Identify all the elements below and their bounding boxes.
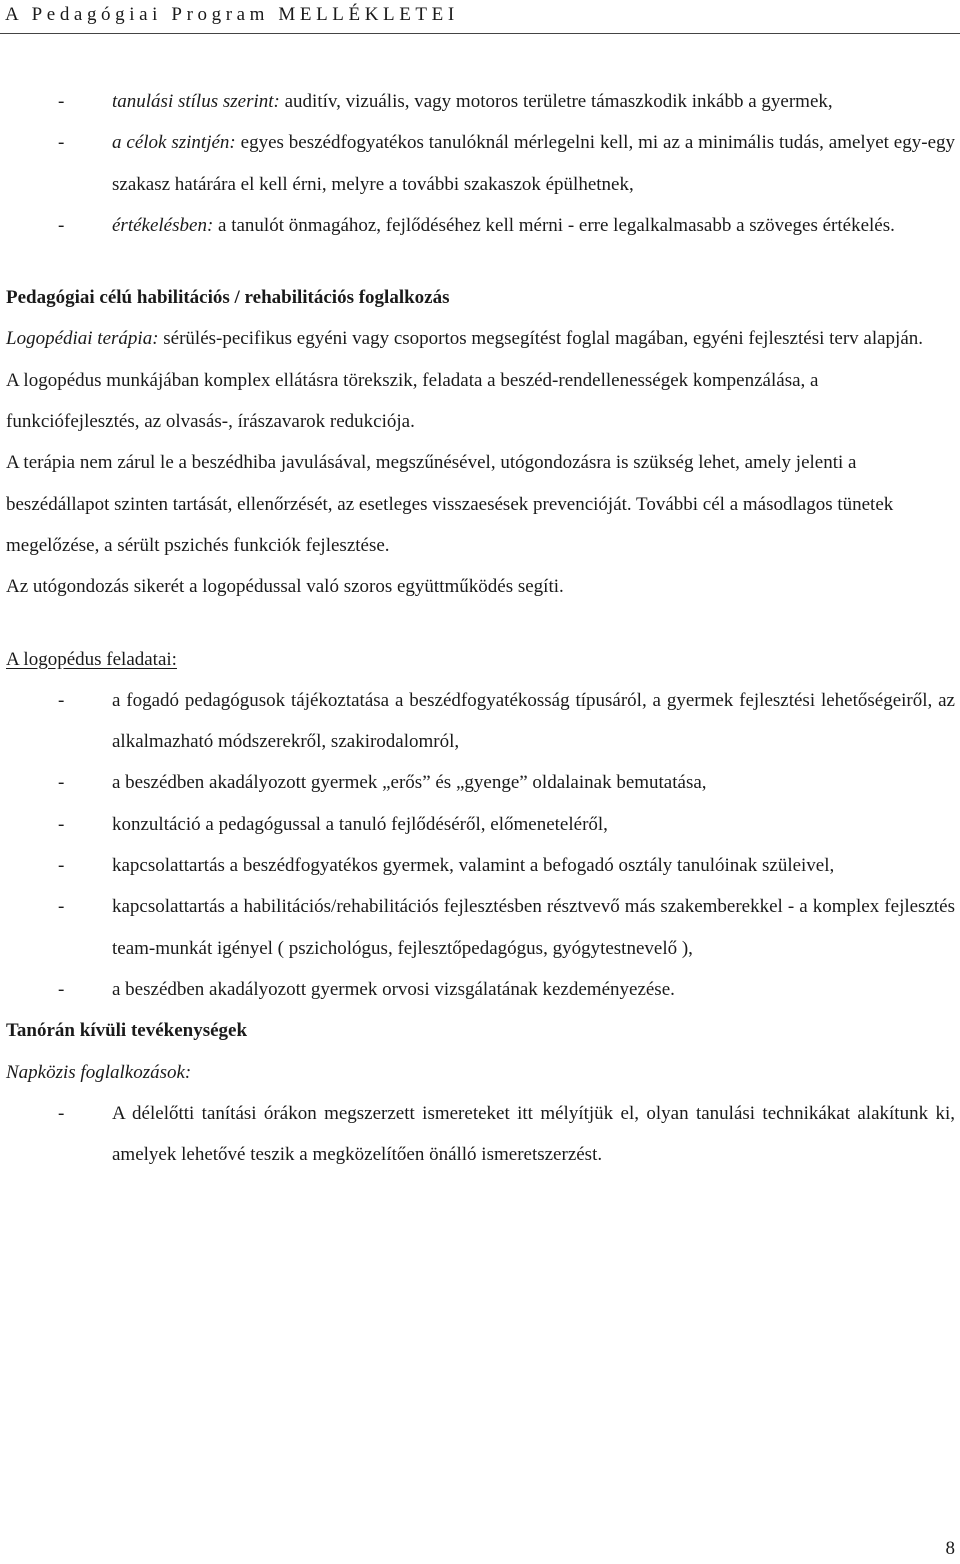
task-item [6, 845, 955, 886]
list-item-term: a célok szintjén: [112, 132, 236, 154]
task-item-text: a beszédben akadályozott gyermek orvosi vizsgálatának kezdeményezése. [112, 978, 675, 1000]
page-content [6, 81, 955, 1175]
list-item-evaluation [6, 205, 955, 246]
list-dash: - [58, 813, 65, 835]
list-item-term: tanulási stílus szerint: [112, 91, 280, 112]
section-heading-habilitation: Pedagógiai célú habilitációs / rehabilitációs foglalkozás [6, 287, 450, 309]
list-dash: - [58, 689, 65, 711]
list-dash: - [58, 772, 65, 794]
paragraph-logopedist-work: A logopédus munkájában komplex ellátásra törekszik, feladata a beszéd-rendellenességek kompenzálása, a funkciófejlesztés, az olvasás-, írászavarok redukciója. [6, 369, 819, 433]
list-dash: - [58, 91, 65, 112]
paragraph-aftercare-success: Az utógondozás sikerét a logopédussal való szoros együttműködés segíti. [6, 576, 564, 598]
task-item [6, 680, 955, 763]
header-divider [0, 33, 960, 34]
daycare-item-text: A délelőtti tanítási órákon megszerzett ismereteket itt mélyítjük el, olyan tanulási technikákat alakítunk ki, amelyek lehetővé teszik a megközelítően önálló ismeretszerzést. [112, 1102, 955, 1166]
section-heading-extracurricular: Tanórán kívüli tevékenységek [6, 1020, 248, 1042]
therapy-paragraph [6, 318, 955, 359]
paragraph-aftercare: A terápia nem zárul le a beszédhiba javulásával, megszűnésével, utógondozásra is szükség lehet, amely jelenti a beszédállapot szinten tartását, ellenőrzését, az esetleges visszaesések prevencióját. További cél a másodlagos tünetek megelőzése, a sérült pszichés funkciók fejlesztése. [6, 452, 894, 556]
list-item-text: egyes beszédfogyatékos tanulóknál mérlegelni kell, mi az a minimális tudás, amelyet egy-egy szakasz határára el kell érni, melyre a további szakaszok épülhetnek, [112, 132, 955, 195]
list-item-text: a tanulót önmagához, fejlődéséhez kell mérni - erre legalkalmasabb a szöveges értékelés. [213, 214, 895, 236]
task-item-text: kapcsolattartás a habilitációs/rehabilitációs fejlesztésben résztvevő más szakemberekkel - a komplex fejlesztés team-munkát igényel ( pszichológus, fejlesztőpedagógus, gyógytestnevelő ), [112, 896, 955, 959]
list-dash: - [58, 855, 65, 877]
task-item [6, 762, 955, 803]
task-item-text: a fogadó pedagógusok tájékoztatása a beszédfogyatékosság típusáról, a gyermek fejlesztési lehetőségeiről, az alkalmazható módszerekről, szakirodalomról, [112, 689, 955, 753]
list-item-text: auditív, vizuális, vagy motoros területre támaszkodik inkább a gyermek, [279, 91, 833, 112]
list-dash: - [58, 978, 65, 1000]
spacer [6, 246, 955, 277]
therapy-term: Logopédiai terápia: [6, 328, 159, 350]
section-heading-tasks: A logopédus feladatai: [6, 648, 177, 670]
page-header: A Pedagógiai Program MELLÉKLETEI [5, 4, 459, 25]
list-item-goals [6, 122, 955, 205]
subheading-daycare: Napközis foglalkozások: [6, 1061, 192, 1083]
task-item-text: a beszédben akadályozott gyermek „erős” és „gyenge” oldalainak bemutatása, [112, 772, 707, 794]
task-item [6, 804, 955, 845]
list-item-learning-style [6, 81, 955, 122]
task-item [6, 969, 955, 1010]
list-dash: - [58, 896, 65, 918]
list-item-term: értékelésben: [112, 214, 214, 236]
task-item-text: konzultáció a pedagógussal a tanuló fejlődéséről, előmeneteléről, [112, 813, 608, 835]
page-number: 8 [945, 1538, 955, 1559]
list-dash: - [58, 214, 65, 236]
task-item [6, 886, 955, 969]
list-dash: - [58, 132, 65, 154]
therapy-text: sérülés-pecifikus egyéni vagy csoportos megsegítést foglal magában, egyéni fejlesztési terv alapján. [158, 328, 924, 350]
spacer [6, 608, 955, 639]
daycare-item [6, 1093, 955, 1176]
list-dash: - [58, 1102, 65, 1124]
task-item-text: kapcsolattartás a beszédfogyatékos gyermek, valamint a befogadó osztály tanulóinak szüleivel, [112, 855, 835, 877]
